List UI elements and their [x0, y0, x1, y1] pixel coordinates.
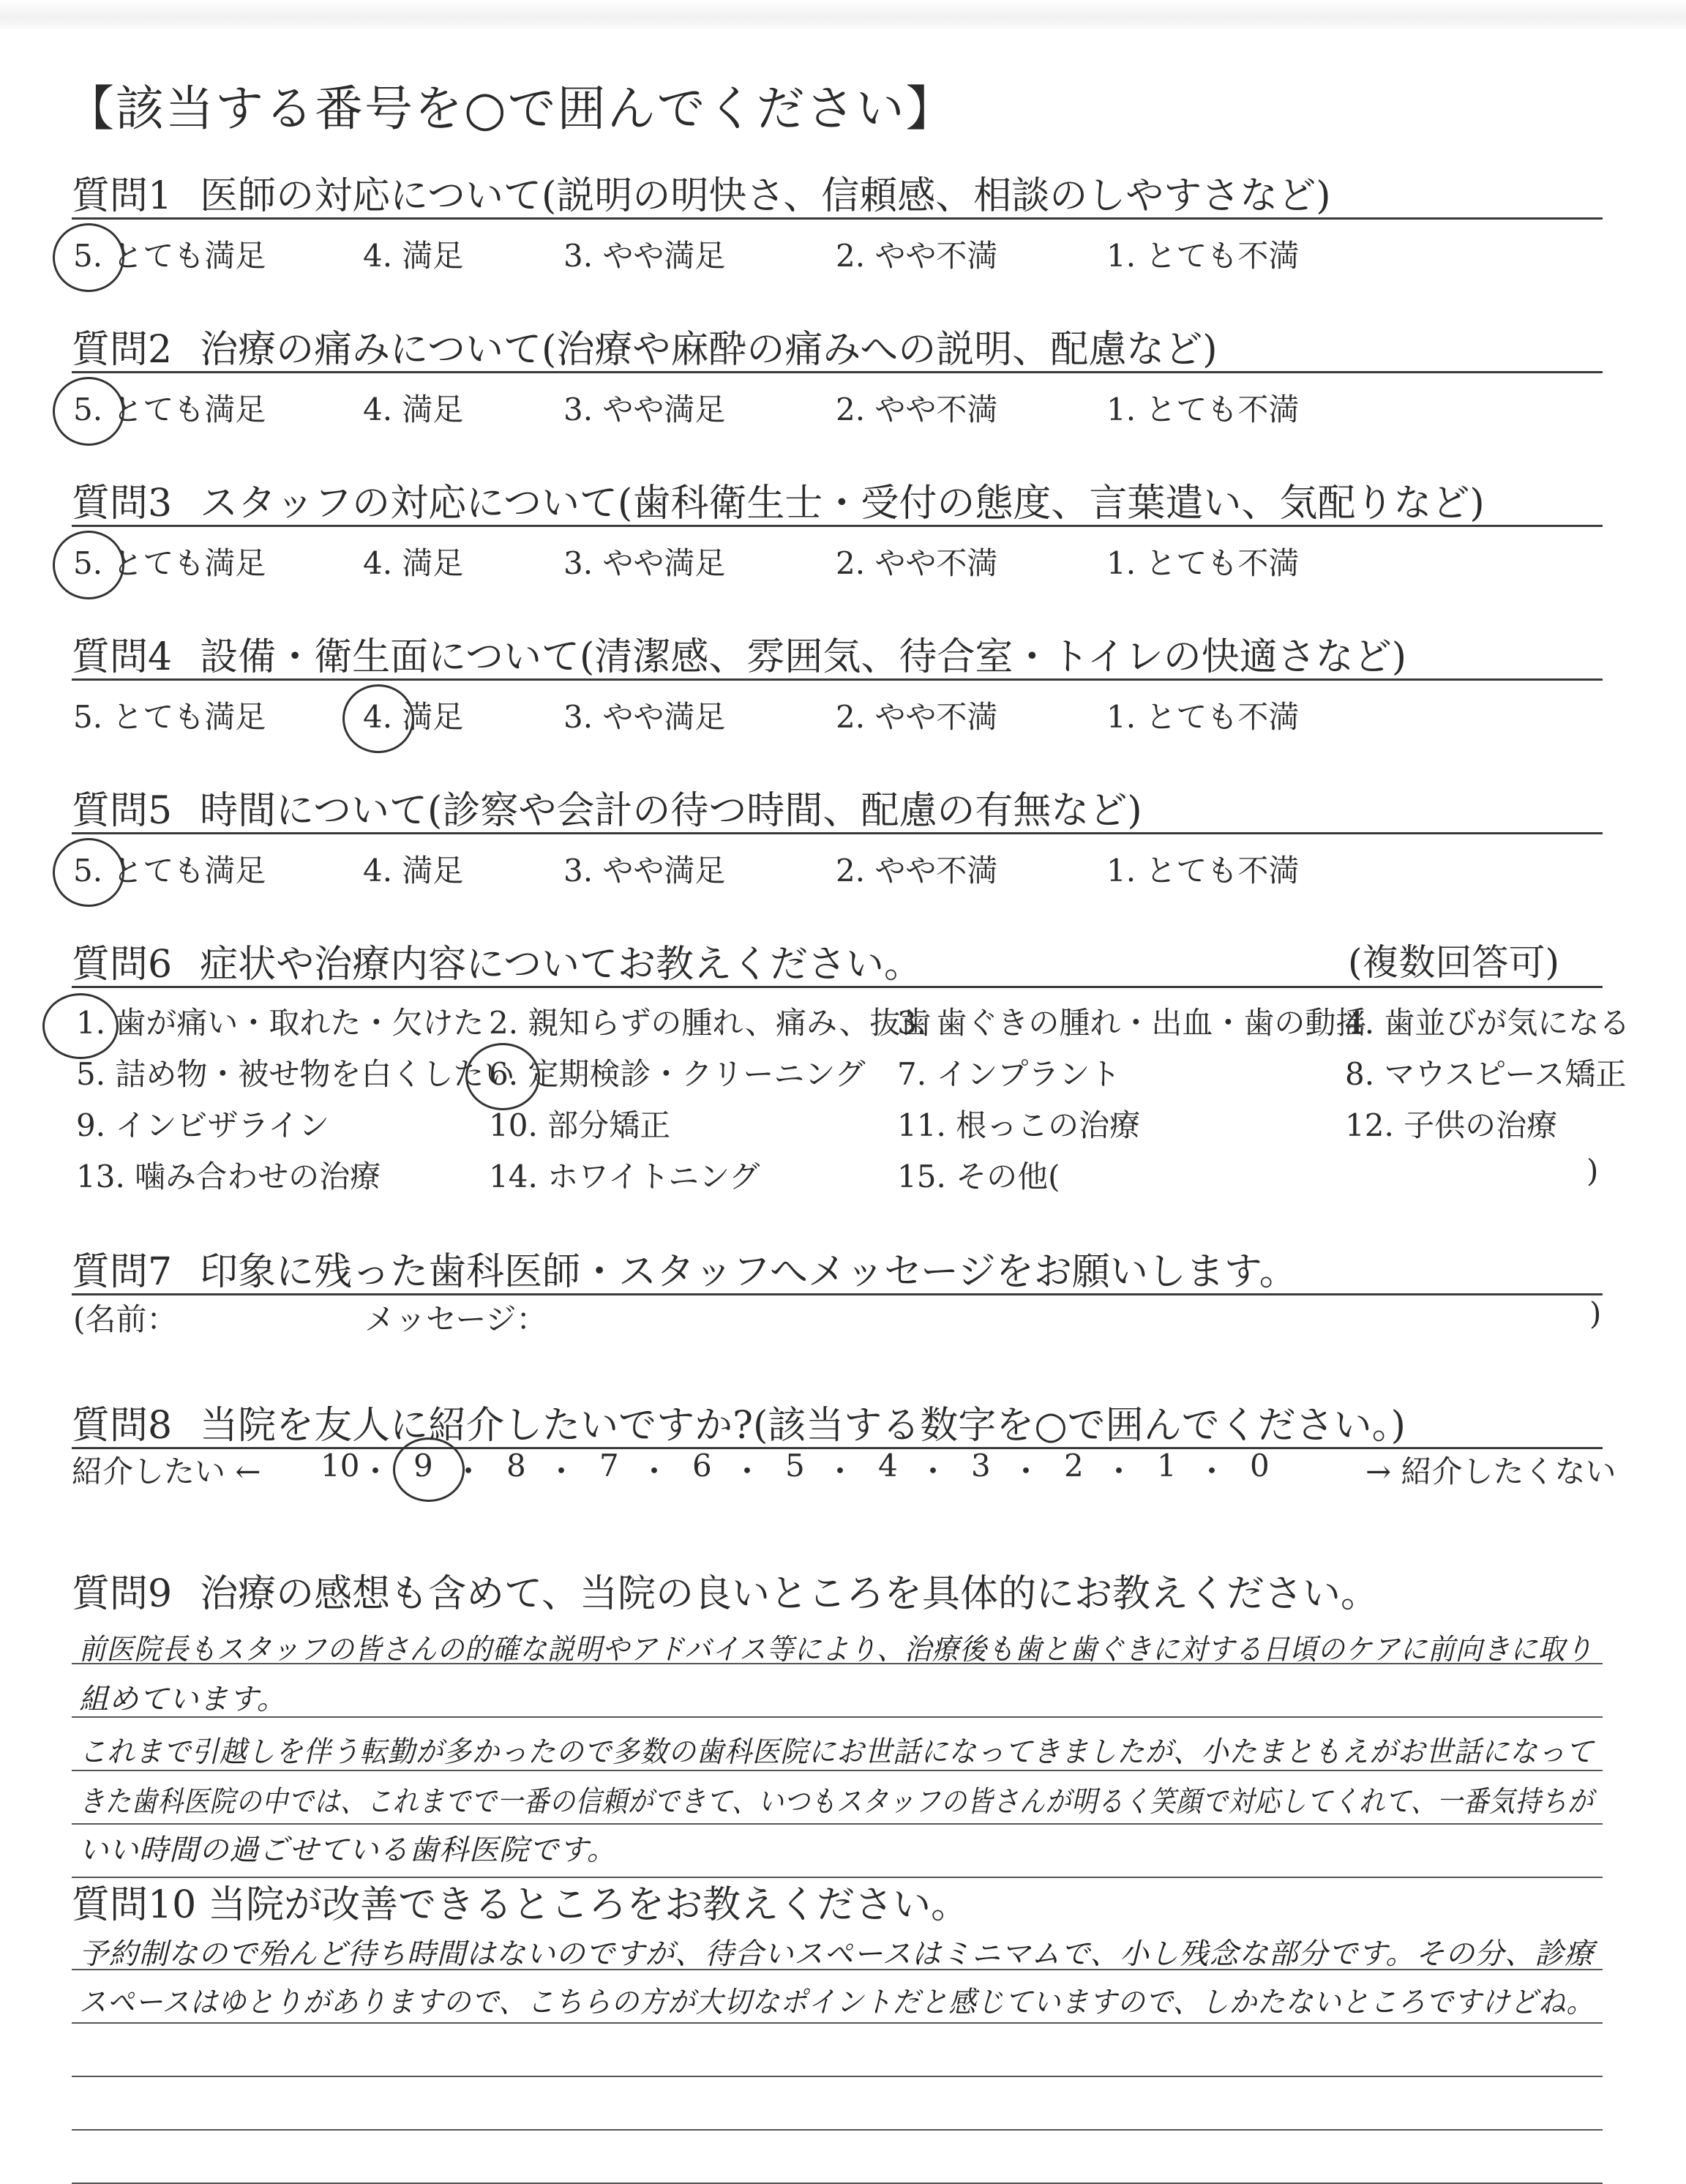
question-1-option-1: 1. とても不満 — [1106, 238, 1300, 274]
question-2-text: 治療の痛みについて(治療や麻酔の痛みへの説明、配慮など) — [200, 328, 1218, 372]
question-5-option-3: 3. やや満足 — [563, 853, 726, 889]
scale-value-9: 9 — [413, 1448, 433, 1484]
q6-option-1: 1. 歯が痛い・取れた・欠けた — [76, 1005, 484, 1041]
message-label: メッセージ： — [364, 1301, 547, 1337]
question-2-title — [72, 318, 1218, 373]
scale-value-3: 3 — [971, 1448, 991, 1484]
question-2-option-4: 4. 満足 — [363, 392, 464, 427]
scale-dot: ・ — [1104, 1454, 1135, 1489]
question-4-option-4: 4. 満足 — [363, 699, 464, 735]
scan-top-edge — [0, 0, 1686, 29]
question-3-rule — [72, 525, 1603, 527]
question-5-option-5: 5. とても満足 — [73, 853, 266, 889]
q10-lines-handwritten-line: 予約制なので殆んど待ち時間はないのですが、待合いスペースはミニマムで、小し残念な部分です。その分、診療 — [79, 1937, 1595, 1971]
question-5-rule — [72, 832, 1603, 834]
question-4-option-3: 3. やや満足 — [563, 699, 726, 735]
question-5-option-4: 4. 満足 — [363, 853, 464, 889]
scale-left-label: 紹介したい ← — [72, 1454, 261, 1489]
q6-option-4: 4. 歯並びが気になる — [1345, 1005, 1630, 1041]
question-2-selected-circle — [53, 377, 124, 446]
q10-lines-rule — [72, 2022, 1603, 2024]
question-4-option-5: 5. とても満足 — [73, 699, 266, 735]
q6-option-2: 2. 親知らずの腫れ、痛み、抜歯 — [489, 1005, 932, 1041]
q6-option-12: 12. 子供の治療 — [1345, 1107, 1558, 1143]
q10-lines-rule — [72, 2076, 1603, 2077]
q9-lines-handwritten-line: いい時間の過ごせている歯科医院です。 — [79, 1833, 617, 1867]
q9-lines-rule — [72, 1823, 1603, 1825]
question-2-option-1: 1. とても不満 — [1106, 392, 1300, 427]
question-1-number: 質問1 — [72, 174, 173, 218]
question-9-title: 質問9 治療の感想も含めて、当院の良いところを具体的にお教えください。 — [72, 1572, 1379, 1616]
q6-option-5: 5. 詰め物・被せ物を白くしたい — [76, 1056, 515, 1092]
question-3-selected-circle — [53, 531, 124, 599]
question-3-option-2: 2. やや不満 — [836, 545, 998, 581]
question-6-title: 質問6 症状や治療内容についてお教えください。 — [72, 943, 923, 987]
question-1-text: 医師の対応について(説明の明快さ、信頼感、相談のしやすさなど) — [200, 174, 1331, 218]
scale-dot: ・ — [1196, 1454, 1228, 1489]
question-1-rule — [72, 217, 1603, 220]
scale-dot: ・ — [1011, 1454, 1042, 1489]
q9-lines-handwritten-line: きた歯科医院の中では、これまでで一番の信頼ができて、いつもスタッフの皆さんが明るく笑顔で対応してくれて、一番気持ちが — [79, 1785, 1594, 1819]
q9-lines-handwritten-line: 組めています。 — [79, 1683, 287, 1716]
q6-selected-circle-6 — [465, 1043, 540, 1110]
question-4-selected-circle — [342, 684, 414, 753]
q9-lines-handwritten-line: これまで引越しを伴う転勤が多かったので多数の歯科医院にお世話になってきましたが、小たまともえがお世話になって — [79, 1735, 1595, 1769]
q10-lines-handwritten-line: スペースはゆとりがありますので、こちらの方が大切なポイントだと感じていますので、しかたないところですけどね。 — [79, 1986, 1595, 2019]
question-2-option-3: 3. やや満足 — [563, 392, 726, 427]
scale-right-label: → 紹介したくない — [1365, 1454, 1616, 1489]
question-5-option-2: 2. やや不満 — [836, 853, 998, 889]
question-3-title — [72, 472, 1485, 527]
question-3-option-5: 5. とても満足 — [73, 545, 266, 581]
recommend-scale — [72, 1448, 1616, 1492]
question-5-number: 質問5 — [72, 789, 173, 833]
scale-dot: ・ — [918, 1454, 949, 1489]
question-2-option-5: 5. とても満足 — [73, 392, 266, 427]
q6-option-14: 14. ホワイトニング — [489, 1159, 760, 1194]
scale-value-5: 5 — [785, 1448, 805, 1484]
question-5-selected-circle — [53, 838, 124, 907]
scale-dot: ・ — [732, 1454, 763, 1489]
question-4-number: 質問4 — [72, 635, 173, 679]
question-1-title — [72, 165, 1331, 220]
name-label: (名前： — [73, 1301, 178, 1337]
scale-dot: ・ — [825, 1454, 856, 1489]
question-10-title: 質問10 当院が改善できるところをお教えください。 — [72, 1883, 970, 1927]
question-1-selected-circle — [53, 223, 124, 292]
q10-lines-rule — [72, 2129, 1603, 2131]
question-3-option-1: 1. とても不満 — [1106, 545, 1300, 581]
question-2-rule — [72, 371, 1603, 373]
question-5-text: 時間について(診察や会計の待つ時間、配慮の有無など) — [200, 789, 1142, 833]
scale-value-2: 2 — [1064, 1448, 1084, 1484]
q6-option-3: 3. 歯ぐきの腫れ・出血・歯の動揺 — [897, 1005, 1367, 1041]
scale-value-4: 4 — [878, 1448, 898, 1484]
question-4-rule — [72, 678, 1603, 681]
scale-value-10: 10 — [321, 1448, 360, 1484]
message-close-paren: ) — [1589, 1295, 1602, 1331]
q6-option-10: 10. 部分矯正 — [489, 1107, 671, 1143]
scale-value-7: 7 — [599, 1448, 619, 1484]
question-5-title — [72, 779, 1142, 834]
question-3-number: 質問3 — [72, 482, 173, 526]
question-2-number: 質問2 — [72, 328, 173, 372]
q9-lines-rule — [72, 1716, 1603, 1718]
scale-dot: ・ — [639, 1454, 670, 1489]
q6-option-6: 6. 定期検診・クリーニング — [489, 1056, 866, 1092]
question-7-rule — [72, 1293, 1603, 1295]
scale-value-8: 8 — [506, 1448, 526, 1484]
q6-option-8: 8. マウスピース矯正 — [1345, 1056, 1627, 1092]
question-2-option-2: 2. やや不満 — [836, 392, 998, 427]
q9-lines-handwritten-line: 前医院長もスタッフの皆さんの的確な説明やアドバイス等により、治療後も歯と歯ぐきに対する日頃のケアに前向きに取り — [79, 1633, 1593, 1667]
q6-option-13: 13. 噛み合わせの治療 — [76, 1159, 381, 1194]
q6-selected-circle-1 — [42, 993, 119, 1059]
q6-option-16: ) — [1586, 1153, 1599, 1189]
question-5-option-1: 1. とても不満 — [1106, 853, 1300, 889]
question-1-option-3: 3. やや満足 — [563, 238, 726, 274]
scale-value-6: 6 — [692, 1448, 712, 1484]
question-4-text: 設備・衛生面について(清潔感、雰囲気、待合室・トイレの快適さなど) — [200, 635, 1407, 679]
question-4-title — [72, 626, 1406, 681]
scale-dot: ・ — [360, 1454, 391, 1489]
q8-selected-circle — [393, 1437, 465, 1502]
question-4-option-2: 2. やや不満 — [836, 699, 998, 735]
q6-option-15: 15. その他( — [897, 1159, 1060, 1194]
scale-dot: ・ — [453, 1454, 484, 1489]
scale-dot: ・ — [546, 1454, 577, 1489]
multiple-answers-note: (複数回答可) — [1348, 941, 1560, 984]
question-1-option-2: 2. やや不満 — [836, 238, 998, 274]
question-3-option-4: 4. 満足 — [363, 545, 464, 581]
question-8-title: 質問8 当院を友人に紹介したいですか?(該当する数字を○で囲んでください。) — [72, 1404, 1406, 1448]
scale-value-0: 0 — [1250, 1448, 1270, 1484]
question-4-option-1: 1. とても不満 — [1106, 699, 1300, 735]
q6-option-7: 7. インプラント — [897, 1056, 1121, 1092]
instruction-header: 【該当する番号を○で囲んでください】 — [66, 81, 956, 137]
question-7-title: 質問7 印象に残った歯科医師・スタッフへメッセージをお願いします。 — [72, 1250, 1297, 1294]
question-3-text: スタッフの対応について(歯科衛生士・受付の態度、言葉遣い、気配りなど) — [200, 482, 1485, 526]
question-1-option-5: 5. とても満足 — [73, 238, 266, 274]
scale-value-1: 1 — [1157, 1448, 1177, 1484]
question-1-option-4: 4. 満足 — [363, 238, 464, 274]
question-3-option-3: 3. やや満足 — [563, 545, 726, 581]
q6-option-9: 9. インビザライン — [76, 1107, 330, 1143]
q6-option-11: 11. 根っこの治療 — [897, 1107, 1141, 1143]
question-6-rule — [72, 986, 1603, 988]
